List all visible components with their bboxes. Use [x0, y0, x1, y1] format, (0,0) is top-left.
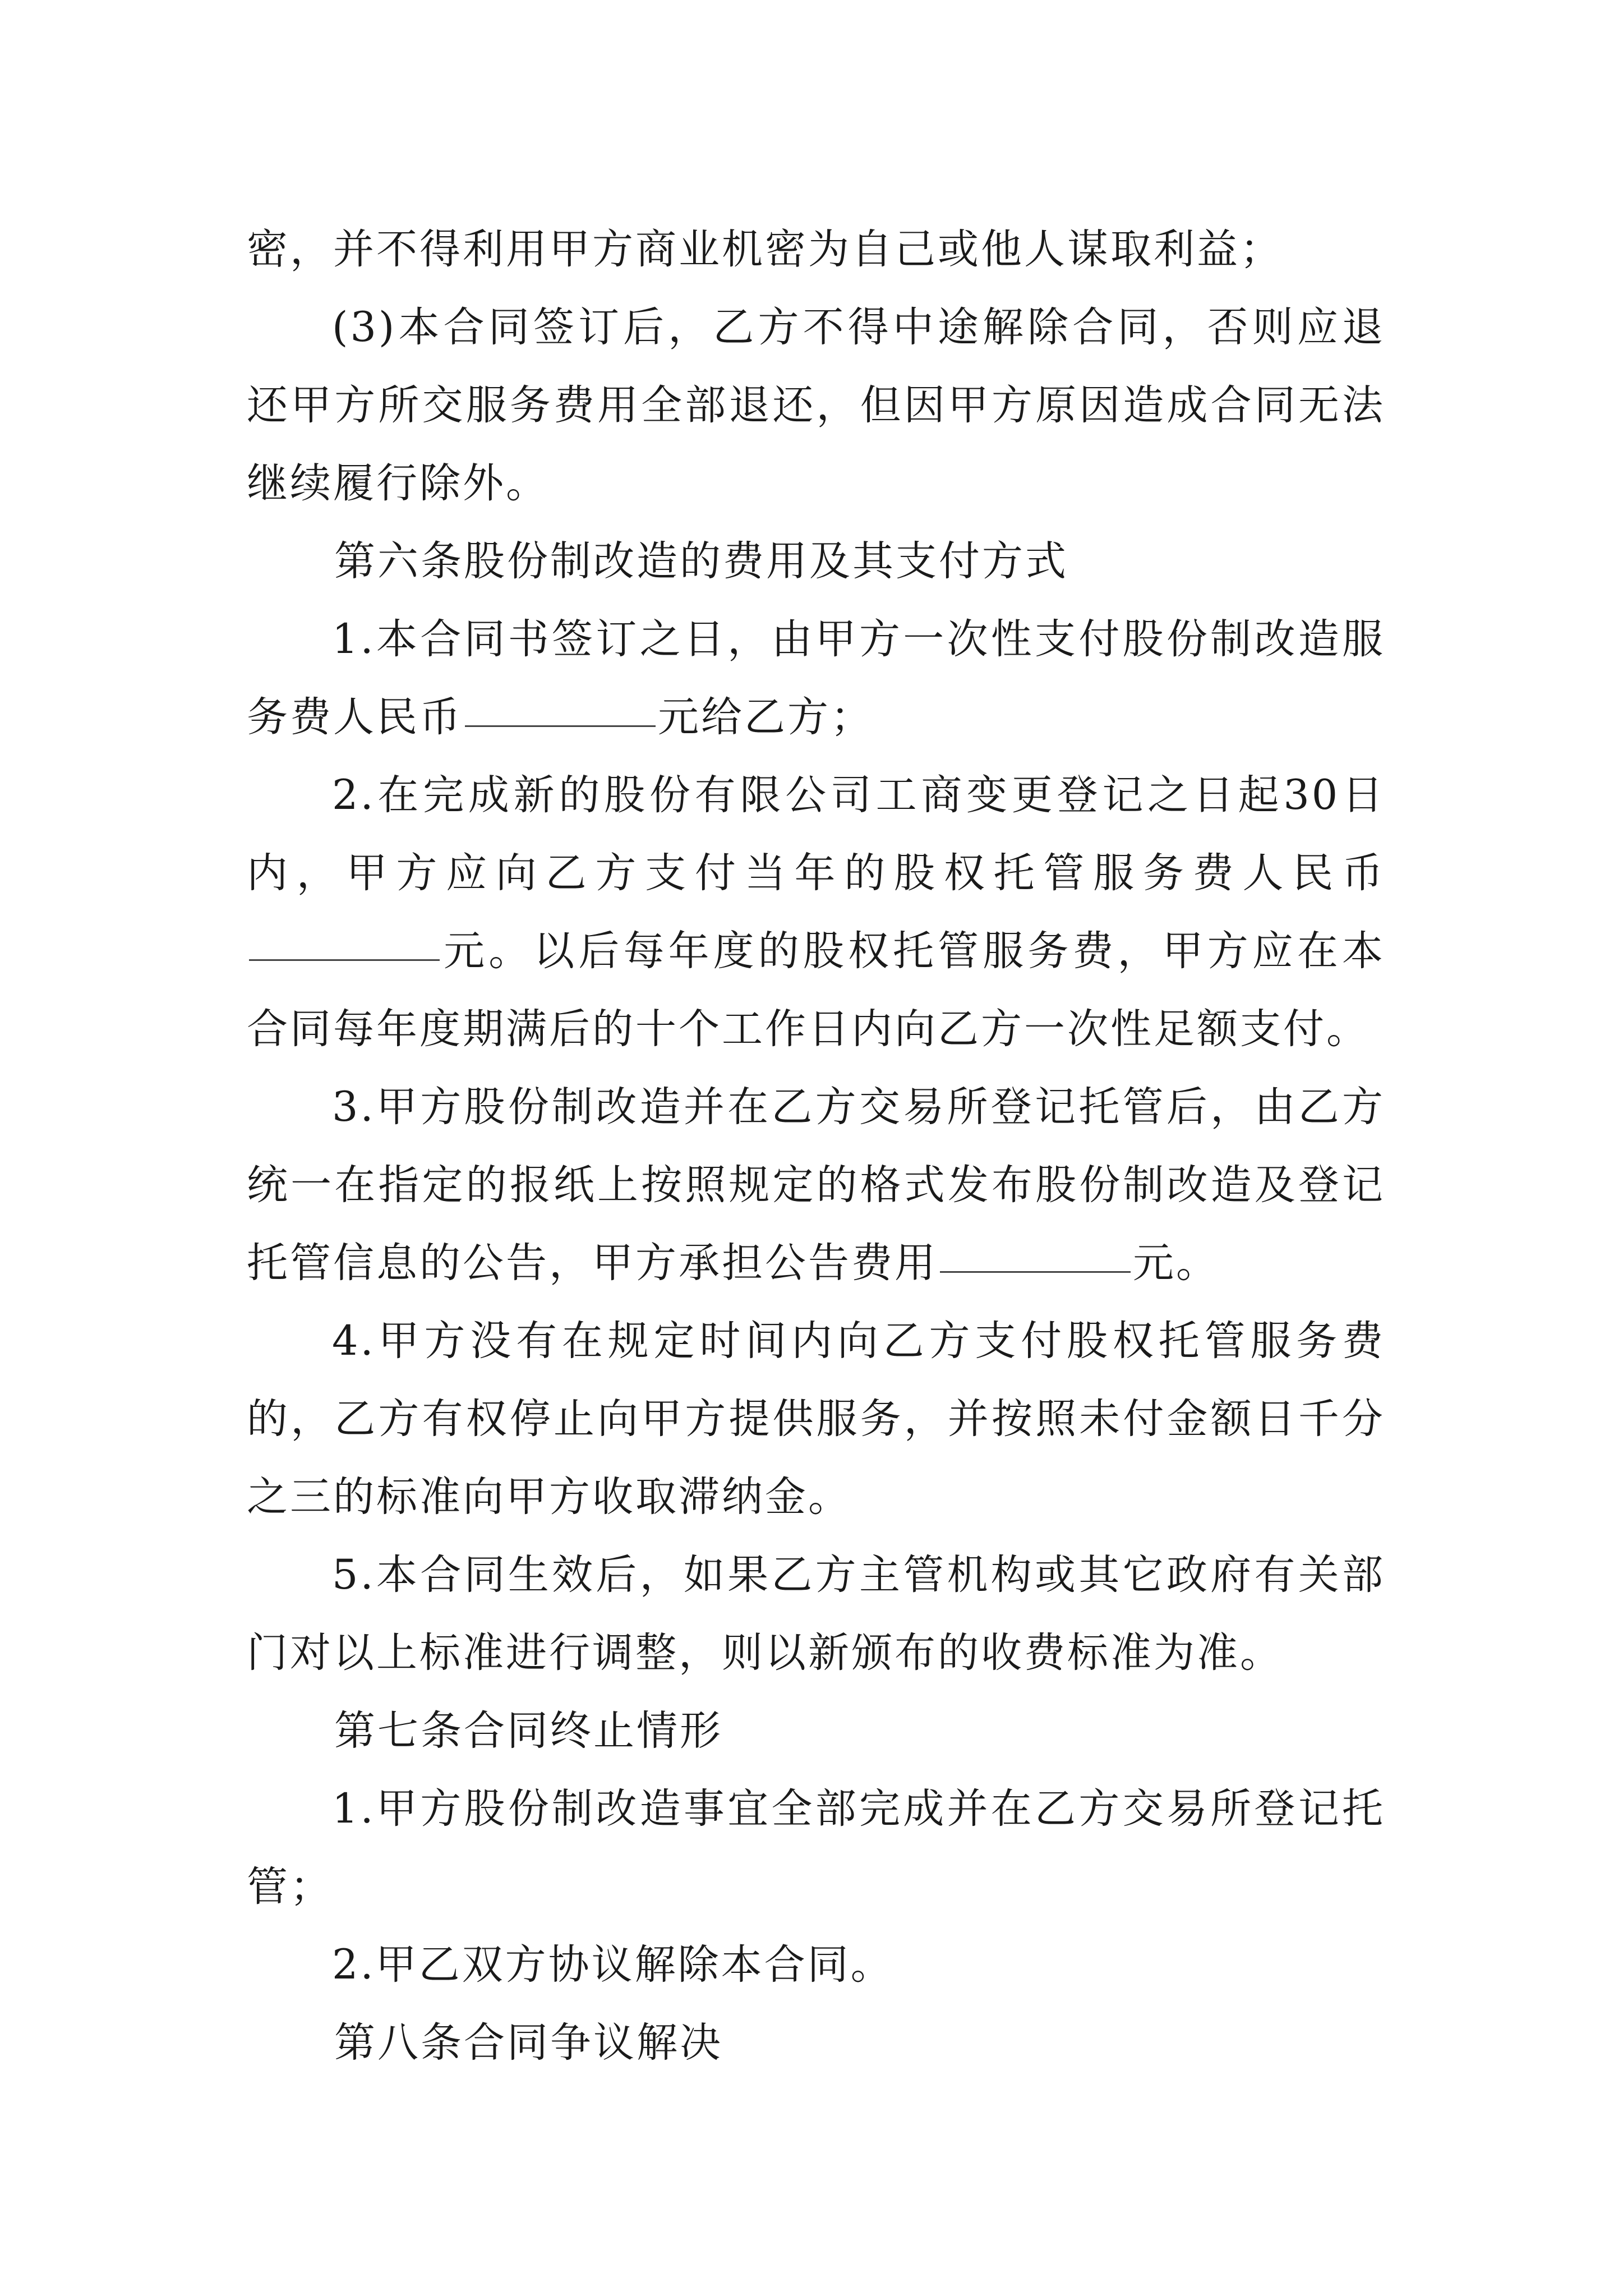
article-6-item-1 — [247, 600, 1385, 756]
article-6-item-3 — [247, 1068, 1385, 1302]
heading-text: 第七条合同终止情形 — [334, 1707, 723, 1755]
article-7-item-1 — [247, 1770, 1385, 1926]
fill-in-blank — [940, 1271, 1131, 1273]
paragraph-text: 元。 — [1133, 1239, 1219, 1287]
heading-text: 第八条合同争议解决 — [334, 2019, 723, 2067]
paragraph-text: 1.甲方股份制改造事宜全部完成并在乙方交易所登记托管； — [247, 1785, 1385, 1911]
paragraph-clause-3 — [247, 288, 1385, 522]
fill-in-blank — [465, 725, 656, 727]
paragraph-text: 2.甲乙双方协议解除本合同。 — [332, 1941, 894, 1989]
paragraph-text: (3)本合同签订后，乙方不得中途解除合同，否则应退还甲方所交服务费用全部退还，但因甲方原因造成合同无法继续履行除外。 — [247, 303, 1385, 507]
article-6-heading — [247, 522, 1385, 600]
paragraph-text: 5.本合同生效后，如果乙方主管机构或其它政府有关部门对以上标准进行调整，则以新颁布的收费标准为准。 — [247, 1551, 1385, 1677]
article-7-heading — [247, 1692, 1385, 1770]
paragraph-text: 密，并不得利用甲方商业机密为自己或他人谋取利益； — [247, 226, 1283, 273]
article-6-item-5 — [247, 1536, 1385, 1692]
document-page — [247, 210, 1385, 2082]
paragraph-text: 4.甲方没有在规定时间内向乙方支付股权托管服务费的，乙方有权停止向甲方提供服务，并按照未付金额日千分之三的标准向甲方收取滞纳金。 — [247, 1317, 1385, 1521]
paragraph-text: 1.本合同书签订之日，由甲方一次性支付股份制改造服务费人民币 — [247, 615, 1385, 741]
article-6-item-4 — [247, 1302, 1385, 1536]
heading-text: 第六条股份制改造的费用及其支付方式 — [334, 537, 1068, 585]
paragraph-text: 元给乙方； — [658, 693, 874, 741]
paragraph-text: 2.在完成新的股份有限公司工商变更登记之日起30日内，甲方应向乙方支付当年的股权托管服务费人民币 — [247, 771, 1385, 897]
article-6-item-2 — [247, 756, 1385, 1068]
paragraph-text: 3.甲方股份制改造并在乙方交易所登记托管后，由乙方统一在指定的报纸上按照规定的格式发布股份制改造及登记托管信息的公告，甲方承担公告费用 — [247, 1083, 1385, 1287]
fill-in-blank — [249, 959, 440, 961]
paragraph-text: 元。以后每年度的股权托管服务费，甲方应在本合同每年度期满后的十个工作日内向乙方一次性足额支付。 — [247, 927, 1385, 1053]
article-8-heading — [247, 2004, 1385, 2082]
paragraph-confidentiality-end — [247, 210, 1385, 288]
article-7-item-2 — [247, 1926, 1385, 2004]
